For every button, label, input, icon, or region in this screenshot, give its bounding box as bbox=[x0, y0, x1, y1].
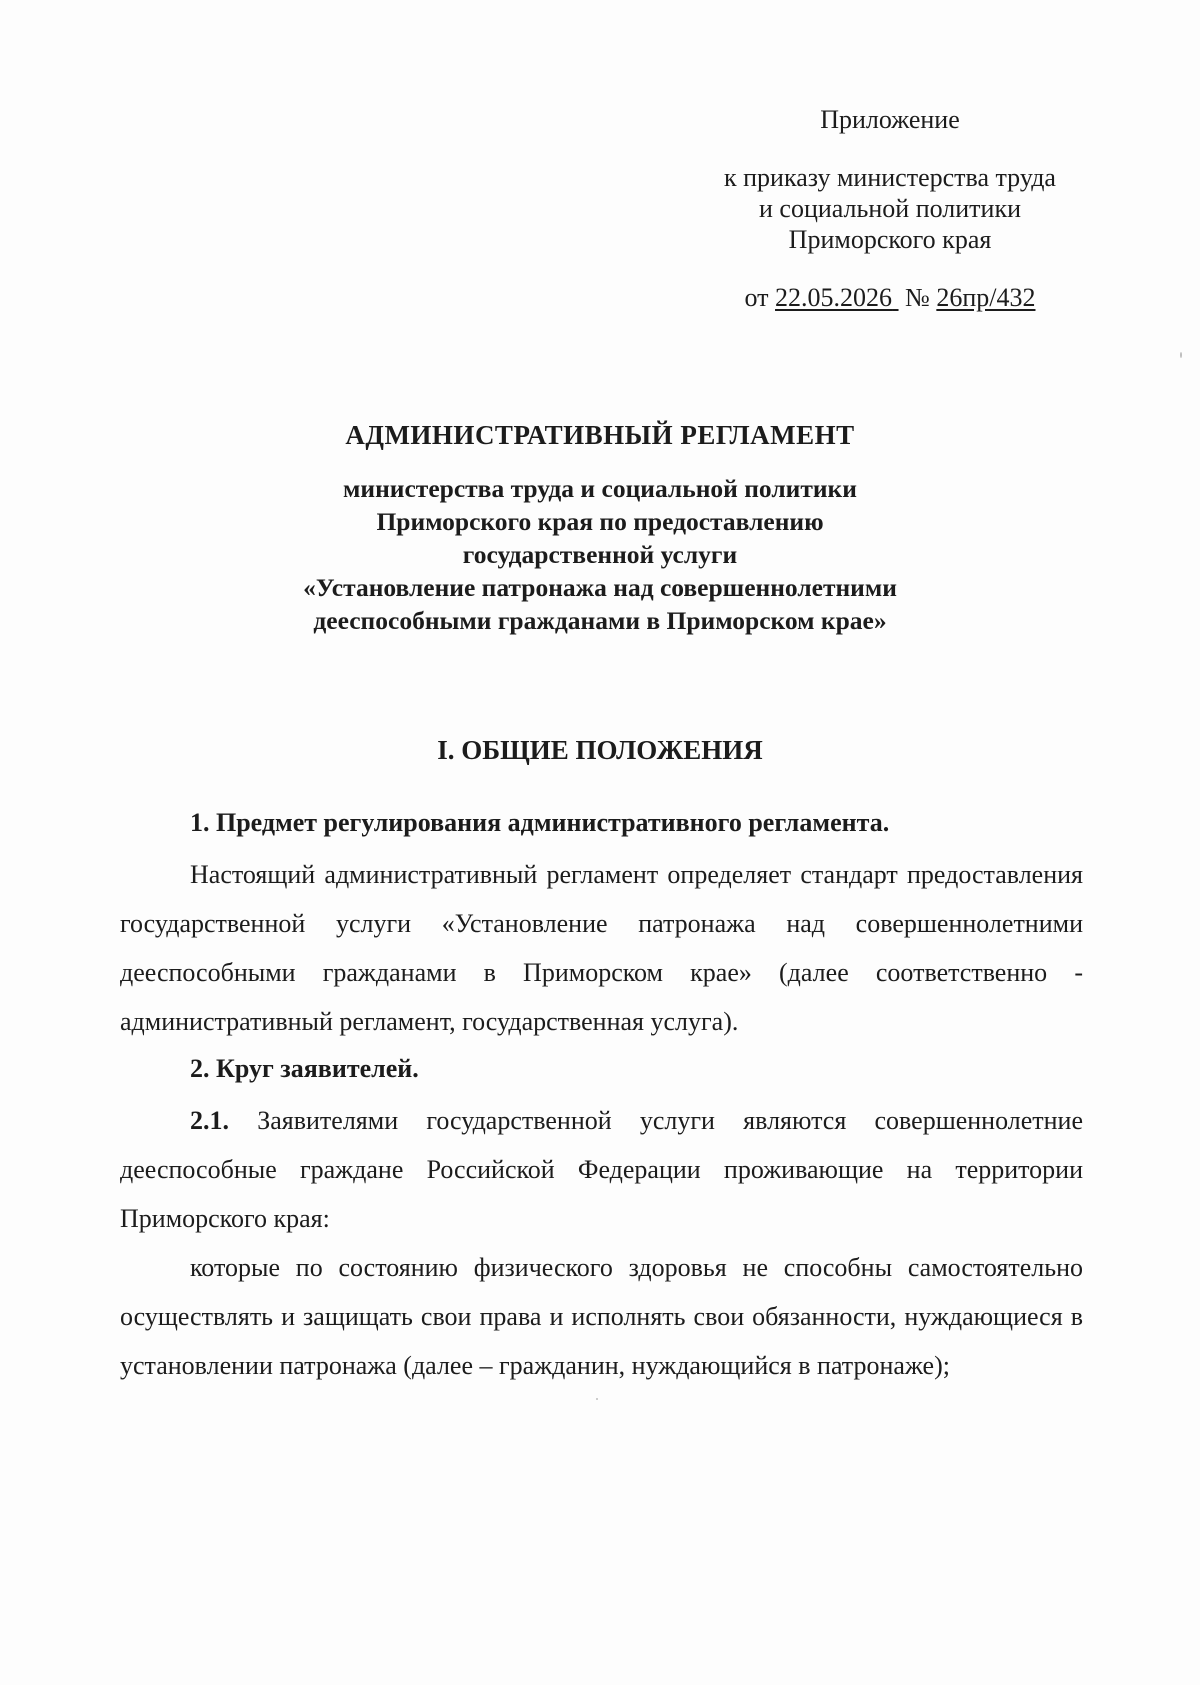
subsection-2-1-paragraph bbox=[120, 1096, 1083, 1243]
section-title: I. ОБЩИЕ ПОЛОЖЕНИЯ bbox=[437, 735, 763, 765]
attachment-title: Приложение bbox=[820, 105, 960, 134]
date-underline-gap bbox=[892, 283, 899, 312]
regulation-subtitle-line: дееспособными гражданами в Приморском крае» bbox=[313, 606, 887, 635]
scan-speck bbox=[1180, 352, 1182, 358]
attachment-order-line: к приказу министерства труда bbox=[724, 163, 1056, 192]
subsection-2-1-number: 2.1. bbox=[190, 1106, 229, 1135]
subsection-2-heading: 2. Круг заявителей. bbox=[190, 1054, 419, 1083]
subsection-1-heading: 1. Предмет регулирования административного регламента. bbox=[190, 808, 890, 837]
date-value: 22.05.2026 bbox=[775, 283, 893, 312]
subsection-2-1-text: Заявителями государственной услуги являются совершеннолетние дееспособные граждане Российской Федерации проживающие на территории Приморского края: bbox=[120, 1106, 1083, 1233]
attachment-order-reference bbox=[690, 162, 1090, 255]
attachment-order-line: Приморского края bbox=[788, 225, 992, 254]
subsection-1-paragraph: Настоящий административный регламент определяет стандарт предоставления государственной услуги «Установление патронажа над совершеннолетними дееспособными гражданами в Приморском крае» (далее соответственно - административный регламент, государственная услуга). bbox=[120, 860, 1083, 1036]
number-prefix: № bbox=[905, 283, 930, 312]
attachment-order-line: и социальной политики bbox=[759, 194, 1021, 223]
attachment-date-number bbox=[690, 282, 1090, 313]
subsection-2-1-list-item: которые по состоянию физического здоровья не способны самостоятельно осуществлять и защищать свои права и исполнять свои обязанности, нуждающиеся в установлении патронажа (далее – гражданин, нуждающийся в патронаже); bbox=[120, 1253, 1083, 1380]
regulation-subtitle bbox=[120, 472, 1080, 637]
scan-speck bbox=[596, 1398, 598, 1400]
regulation-subtitle-line: «Установление патронажа над совершеннолетними bbox=[303, 573, 897, 602]
regulation-title: АДМИНИСТРАТИВНЫЙ РЕГЛАМЕНТ bbox=[345, 420, 855, 450]
regulation-subtitle-line: государственной услуги bbox=[462, 540, 738, 569]
regulation-subtitle-line: Приморского края по предоставлению bbox=[376, 507, 824, 536]
regulation-subtitle-line: министерства труда и социальной политики bbox=[343, 474, 857, 503]
number-value: 26пр/432 bbox=[936, 283, 1036, 312]
date-prefix: от bbox=[744, 283, 769, 312]
